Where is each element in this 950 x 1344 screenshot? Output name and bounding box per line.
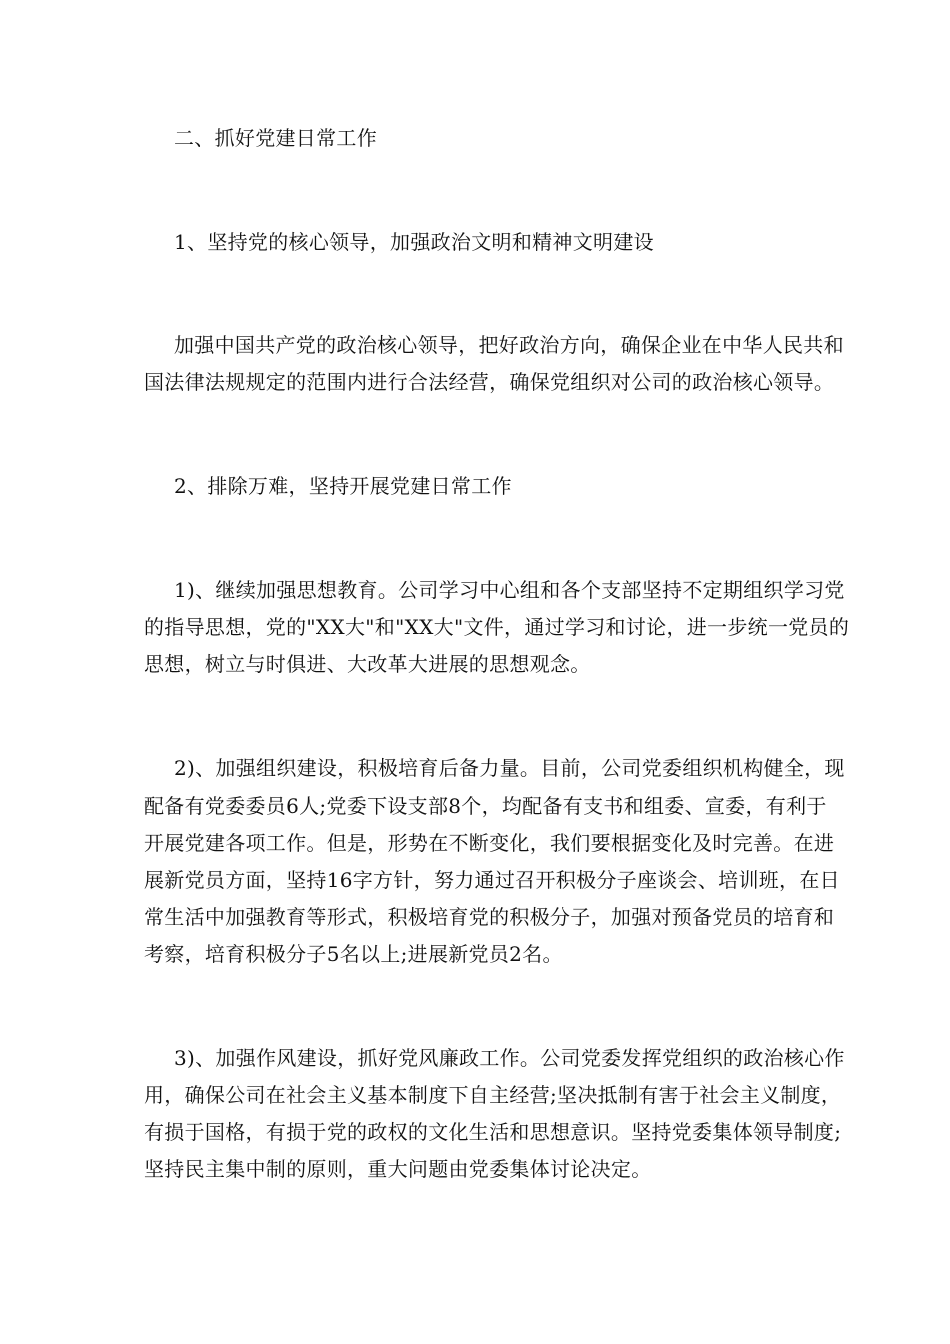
item-2-line-5: 常生活中加强教育等形式，积极培育党的积极分子，加强对预备党员的培育和: [144, 905, 835, 929]
item-2-line-1: 2)、加强组织建设，积极培育后备力量。目前，公司党委组织机构健全，现: [174, 756, 845, 780]
item-3-line-3: 有损于国格，有损于党的政权的文化生活和思想意识。坚持党委集体领导制度;: [144, 1120, 842, 1144]
item-2-line-2: 配备有党委委员6人;党委下设支部8个，均配备有支书和组委、宣委，有利于: [144, 794, 827, 818]
item-1-line-1: 1)、继续加强思想教育。公司学习中心组和各个支部坚持不定期组织学习党: [174, 578, 845, 602]
subsection-heading-1: 1、坚持党的核心领导，加强政治文明和精神文明建设: [174, 230, 654, 254]
item-3-line-2: 用，确保公司在社会主义基本制度下自主经营;坚决抵制有害于社会主义制度，: [144, 1083, 842, 1107]
item-3-line-1: 3)、加强作风建设，抓好党风廉政工作。公司党委发挥党组织的政治核心作: [174, 1046, 845, 1070]
section-heading: 二、抓好党建日常工作: [174, 126, 377, 150]
item-2-line-6: 考察，培育积极分子5名以上;进展新党员2名。: [144, 942, 563, 966]
item-2-line-3: 开展党建各项工作。但是，形势在不断变化，我们要根据变化及时完善。在进: [144, 831, 835, 855]
item-3-line-4: 坚持民主集中制的原则，重大问题由党委集体讨论决定。: [144, 1157, 652, 1181]
paragraph-1-line-1: 加强中国共产党的政治核心领导，把好政治方向，确保企业在中华人民共和: [174, 333, 844, 357]
item-2-line-4: 展新党员方面，坚持16字方针，努力通过召开积极分子座谈会、培训班，在日: [144, 868, 840, 892]
item-1-line-3: 思想，树立与时俱进、大改革大进展的思想观念。: [144, 652, 591, 676]
item-1-line-2: 的指导思想，党的"XX大"和"XX大"文件，通过学习和讨论，进一步统一党员的: [144, 615, 850, 639]
subsection-heading-2: 2、排除万难，坚持开展党建日常工作: [174, 474, 512, 498]
paragraph-1-line-2: 国法律法规规定的范围内进行合法经营，确保党组织对公司的政治核心领导。: [144, 370, 835, 394]
